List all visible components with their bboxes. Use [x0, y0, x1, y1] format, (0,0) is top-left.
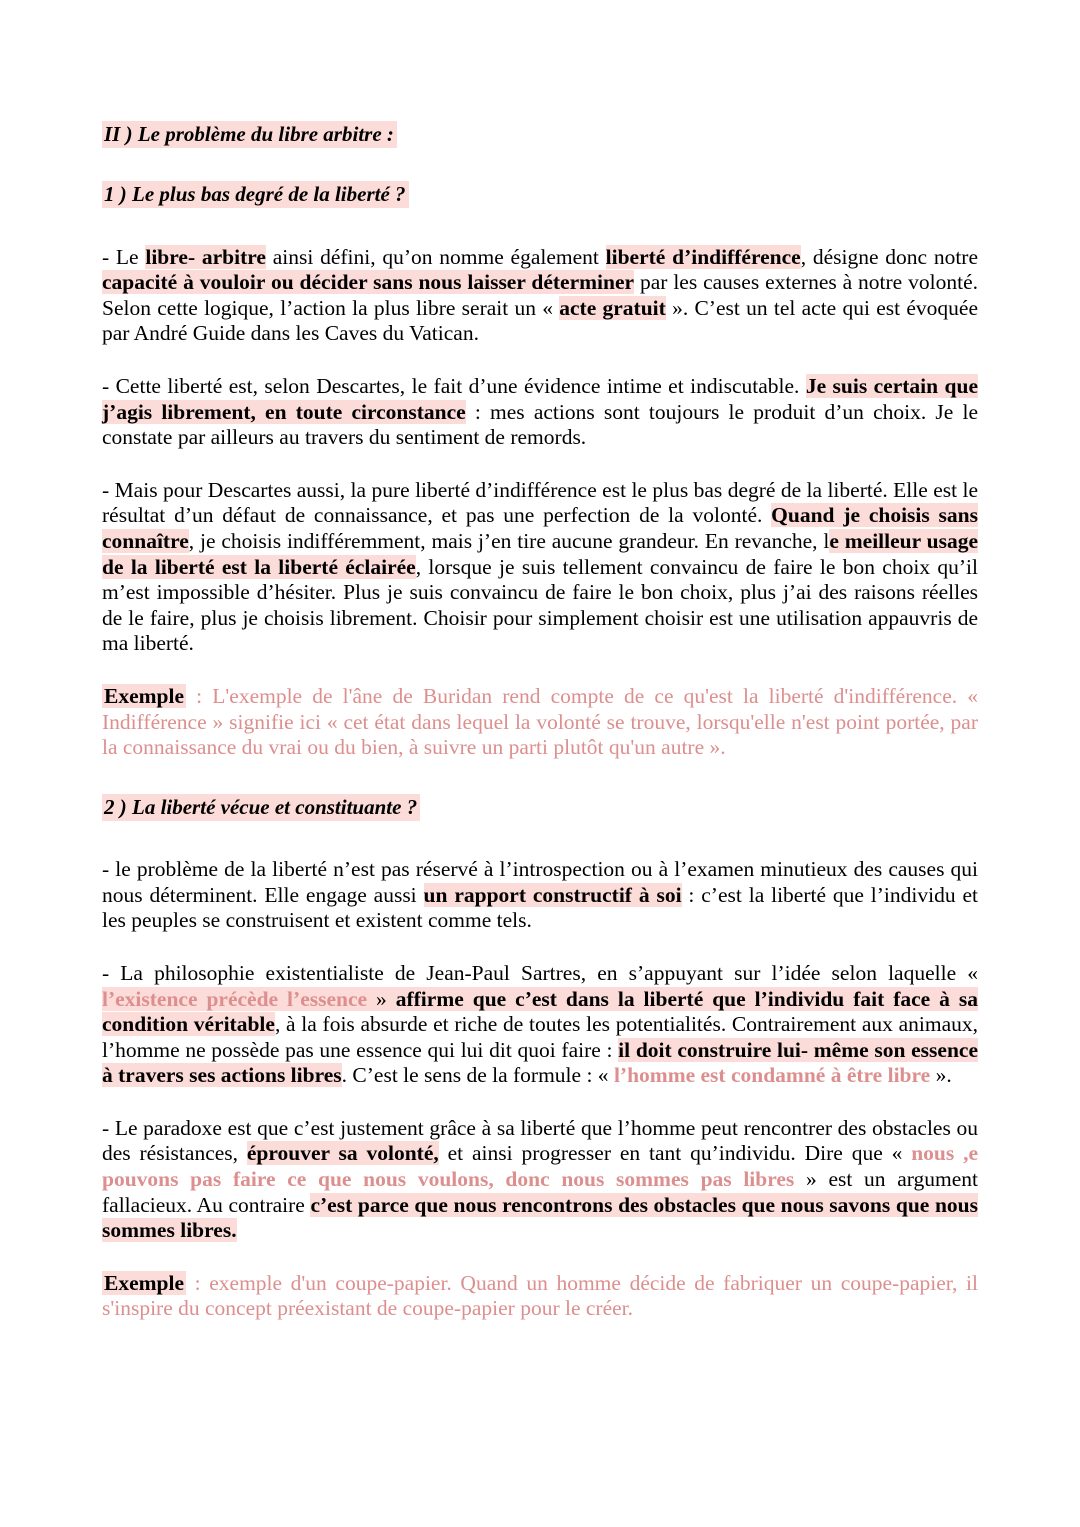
emphasis-liberte-indifference: liberté d’indifférence — [605, 244, 801, 269]
text-run: - Le paradoxe est que c’est justement grâce à sa liberté que l’homme peut rencontrer des obstacles ou des résistances, — [102, 1115, 978, 1166]
paragraph-libre-arbitre — [102, 245, 978, 347]
emphasis-argument-fallacieux-quote: nous ,e pouvons pas faire ce que nous voulons, donc nous sommes pas libres — [102, 1141, 979, 1192]
emphasis-condition-veritable: affirme que c’est dans la liberté que l’individu fait face à sa condition véritable — [102, 986, 978, 1037]
paragraph-sartre — [102, 961, 978, 1089]
text-run: , lorsque je suis tellement convaincu de faire le bon choix qu’il m’est impossible d’hésiter. Plus je suis convaincu de faire le bon choix, plus j’ai des raisons réelles de le faire, plus je choisis librement. Choisir pour simplement choisir est une utilisation appauvris de ma liberté. — [102, 554, 978, 656]
text-run: : mes actions sont toujours le produit d’un choix. Je le constate par ailleurs au travers du sentiment de remords. — [102, 399, 979, 450]
text-run: » est un argument fallacieux. Au contraire — [102, 1167, 979, 1217]
spacer — [102, 148, 978, 180]
subsection-heading-1-text: 1 ) Le plus bas degré de la liberté ? — [102, 181, 409, 208]
spacer — [102, 1089, 978, 1116]
text-run: ». — [930, 1063, 952, 1088]
spacer — [102, 347, 978, 374]
emphasis-existence-precede-essence: l’existence précède l’essence — [102, 986, 368, 1011]
example-block-buridan — [102, 684, 978, 761]
paragraph-paradoxe — [102, 1116, 978, 1244]
spacer — [102, 821, 978, 857]
spacer — [102, 934, 978, 961]
emphasis-eprouver-sa-volonte: éprouver sa volonté, — [246, 1141, 439, 1166]
spacer — [102, 761, 978, 793]
example-block-coupe-papier — [102, 1271, 978, 1322]
paragraph-descartes-evidence — [102, 374, 978, 451]
text-run: ainsi défini, qu’on nomme également — [265, 244, 606, 269]
text-run: . C’est le sens de la formule : « — [341, 1063, 614, 1088]
text-run: - Mais pour Descartes aussi, la pure liberté d’indifférence est le plus bas degré de la liberté. Elle est le résultat d’un défaut de connaissance, et pas une perfection de la volonté. — [102, 477, 978, 528]
text-run: par les causes externes à notre volonté. Selon cette logique, l’action la plus libre serait un « — [102, 270, 978, 320]
spacer — [102, 1244, 978, 1271]
example-separator: : — [186, 684, 213, 708]
emphasis-rapport-constructif: un rapport constructif à soi — [423, 882, 682, 907]
text-run: : c’est la liberté que l’individu et les peuples se construisent et existent comme tels. — [102, 882, 978, 933]
section-heading-2 — [102, 120, 978, 148]
spacer — [102, 209, 978, 245]
text-run: - le problème de la liberté n’est pas réservé à l’introspection ou à l’examen minutieux des causes qui nous déterminent. Elle engage aussi — [102, 857, 978, 907]
text-run: - Cette liberté est, selon Descartes, le fait d’une évidence intime et indiscutable. — [102, 374, 806, 399]
example-separator: : — [186, 1270, 210, 1295]
text-run: ». C’est un tel acte qui est évoquée par André Guide dans les Caves du Vatican. — [102, 295, 978, 346]
example-body: exemple d'un coupe-papier. Quand un homme décide de fabriquer un coupe-papier, il s'inspire du concept préexistant de coupe-papier pour le créer. — [102, 1270, 978, 1321]
emphasis-libre-arbitre: libre- arbitre — [145, 244, 266, 269]
spacer — [102, 451, 978, 478]
subsection-heading-2 — [102, 793, 978, 821]
text-run: , je choisis indifféremment, mais j’en tire aucune grandeur. En revanche, l — [188, 529, 830, 554]
subsection-heading-2-text: 2 ) La liberté vécue et constituante ? — [102, 794, 420, 821]
example-label: Exemple — [104, 1270, 185, 1295]
document-content — [102, 120, 978, 1322]
emphasis-capacite-vouloir: capacité à vouloir ou décider sans nous laisser déterminer — [102, 270, 635, 295]
emphasis-choisis-sans-connaitre: Quand je choisis sans connaître — [102, 503, 978, 554]
emphasis-construire-lui-meme: il doit construire lui- même son essence à travers ses actions libres — [102, 1037, 978, 1088]
text-run: - Le — [102, 244, 146, 269]
emphasis-je-suis-certain: Je suis certain que j’agis librement, en toute circonstance — [102, 374, 978, 424]
section-heading-2-text: II ) Le problème du libre arbitre : — [102, 121, 397, 148]
emphasis-liberte-eclairee: e meilleur usage de la liberté est la liberté éclairée — [102, 529, 978, 579]
emphasis-condamne-etre-libre: l’homme est condamné à être libre — [613, 1063, 931, 1088]
paragraph-plus-bas-degre — [102, 478, 978, 657]
subsection-heading-1 — [102, 180, 978, 208]
text-run: , désigne donc notre — [800, 244, 979, 269]
example-label: Exemple — [104, 684, 185, 708]
paragraph-liberte-vecue — [102, 857, 978, 934]
text-run: , à la fois absurde et riche de toutes les potentialités. Contrairement aux animaux, l’homme ne possède pas une essence qui lui dit quoi faire : — [102, 1012, 978, 1062]
example-body: L'exemple de l'âne de Buridan rend compte de ce qu'est la liberté d'indifférence. « Indifférence » signifie ici « cet état dans lequel la volonté se trouve, lorsqu'elle n'est point portée, par la connaissance du vrai ou du bien, à suivre un parti plutôt qu'un autre ». — [102, 684, 979, 760]
text-run: et ainsi progresser en tant qu’individu. Dire que « — [438, 1141, 912, 1166]
emphasis-obstacles-savons-libres: c’est parce que nous rencontrons des obstacles que nous savons que nous sommes libres. — [102, 1192, 978, 1243]
emphasis-acte-gratuit: acte gratuit — [559, 295, 666, 320]
spacer — [102, 657, 978, 684]
text-run: - La philosophie existentialiste de Jean-Paul Sartres, en s’appuyant sur l’idée selon laquelle « — [102, 960, 978, 985]
text-run: » — [367, 986, 396, 1011]
